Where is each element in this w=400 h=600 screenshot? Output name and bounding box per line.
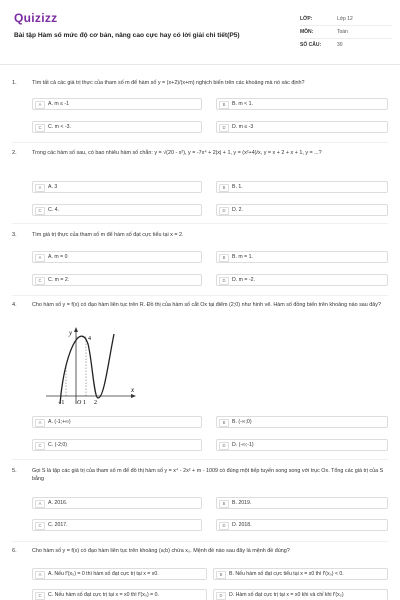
option-letter: C	[35, 277, 45, 285]
option-letter: A	[35, 571, 45, 579]
option-text: C. (-2;0)	[48, 442, 68, 448]
option-letter: A	[35, 101, 45, 109]
question-2	[12, 150, 388, 220]
question-text: Trong các hàm số sau, có bao nhiêu hàm số chẵn: y = √(20 - x²), y = -7x⁴ + 2|x| + 1, y = (x²+4)/x, y = x + 2 + x + 1, y = ...?	[32, 150, 322, 156]
question-text: Tìm giá trị thực của tham số m để hàm số đạt cực tiểu tại x = 2.	[32, 232, 184, 238]
meta-value: Lớp 12	[337, 16, 353, 22]
meta-value: 30	[337, 42, 343, 48]
option-d[interactable]	[216, 519, 388, 531]
option-text: D. m ≤ -3	[232, 124, 254, 130]
option-letter: B	[219, 254, 229, 262]
option-text: B. 2019.	[232, 500, 252, 506]
option-letter: D	[219, 124, 229, 132]
option-letter: B	[216, 571, 226, 579]
option-text: C. Nếu hàm số đạt cực trị tại x = x0 thì f'(x₀) = 0.	[48, 592, 159, 598]
option-text: B. m < 1.	[232, 101, 253, 107]
option-a[interactable]	[32, 497, 202, 509]
question-number: 3.	[12, 232, 17, 238]
option-c[interactable]	[32, 274, 202, 286]
option-letter: C	[35, 592, 45, 600]
option-letter: B	[219, 419, 229, 427]
option-text: A. 2016.	[48, 500, 68, 506]
option-b[interactable]	[216, 98, 388, 110]
option-d[interactable]	[216, 204, 388, 216]
option-letter: D	[216, 592, 226, 600]
divider	[12, 223, 388, 224]
option-b[interactable]	[216, 497, 388, 509]
option-c[interactable]	[32, 589, 207, 600]
function-graph	[42, 324, 142, 406]
option-b[interactable]	[216, 416, 388, 428]
question-1	[12, 80, 388, 140]
option-text: D. Hàm số đạt cực trị tại x = x0 khi và chỉ khi f'(x₀)	[229, 592, 344, 598]
meta-row-class	[300, 13, 392, 26]
question-text: Gọi S là tập các giá trị của tham số m để đồ thị hàm số y = x⁴ - 2x² + m - 1009 có đúng một tiếp tuyến song song với trục Ox. Tổng các giá trị của S bằng	[32, 468, 384, 482]
meta-label: LỚP:	[300, 16, 313, 22]
option-c[interactable]	[32, 204, 202, 216]
divider	[12, 541, 388, 542]
meta-row-subject	[300, 26, 392, 39]
option-c[interactable]	[32, 519, 202, 531]
option-d[interactable]	[213, 589, 388, 600]
option-letter: A	[35, 254, 45, 262]
option-letter: A	[35, 419, 45, 427]
meta-row-count	[300, 39, 392, 51]
option-text: B. Nếu hàm số đạt cực tiểu tại x = x0 thì f'(x₀) < 0.	[229, 571, 344, 577]
option-letter: C	[35, 124, 45, 132]
question-text: Cho hàm số y = f(x) có đạo hàm liên tục trên R. Đồ thị của hàm số cắt Ox tại điểm (2;0) như hình vẽ. Hàm số đồng biến trên khoảng nào sau đây?	[32, 302, 381, 308]
option-a[interactable]	[32, 181, 202, 193]
option-text: A. (-1;+∞)	[48, 419, 71, 425]
document-header	[0, 0, 400, 65]
question-4	[12, 302, 388, 457]
option-c[interactable]	[32, 439, 202, 451]
question-number: 5.	[12, 468, 17, 474]
meta-value: Toán	[337, 29, 348, 35]
option-letter: C	[35, 207, 45, 215]
option-text: C. 2017.	[48, 522, 68, 528]
divider	[12, 459, 388, 460]
option-b[interactable]	[216, 251, 388, 263]
option-d[interactable]	[216, 121, 388, 133]
y-tick-label: 4	[88, 336, 91, 342]
divider	[12, 142, 388, 143]
option-d[interactable]	[216, 274, 388, 286]
question-5	[12, 468, 388, 538]
x-tick-label: −1	[58, 400, 65, 406]
option-letter: D	[219, 207, 229, 215]
option-a[interactable]	[32, 416, 202, 428]
x-axis-label: x	[131, 386, 135, 394]
option-text: A. 3	[48, 184, 58, 190]
meta-label: SỐ CÂU:	[300, 42, 322, 48]
question-number: 2.	[12, 150, 17, 156]
option-text: C. m = 2.	[48, 277, 70, 283]
x-tick-label: 1	[83, 400, 86, 406]
option-text: B. (-∞;0)	[232, 419, 252, 425]
x-axis-arrow	[131, 394, 136, 398]
option-text: C. 4.	[48, 207, 59, 213]
quizizz-logo: Quizizz	[14, 11, 58, 25]
option-letter: B	[219, 101, 229, 109]
option-a[interactable]	[32, 251, 202, 263]
option-text: B. m = 1.	[232, 254, 253, 260]
option-text: D. (-∞;-1)	[232, 442, 254, 448]
x-tick-label: 2	[94, 400, 97, 406]
y-axis-label: y	[69, 329, 73, 337]
option-text: A. m = 0	[48, 254, 68, 260]
option-text: D. 2018.	[232, 522, 252, 528]
option-letter: C	[35, 522, 45, 530]
option-b[interactable]	[213, 568, 388, 580]
option-letter: D	[219, 442, 229, 450]
option-letter: A	[35, 184, 45, 192]
option-letter: A	[35, 500, 45, 508]
question-number: 1.	[12, 80, 17, 86]
option-text: C. m < -3.	[48, 124, 71, 130]
option-letter: D	[219, 522, 229, 530]
option-text: B. 1.	[232, 184, 243, 190]
question-number: 6.	[12, 548, 17, 554]
option-text: A. m ≤ -1	[48, 101, 70, 107]
option-text: A. Nếu f'(x₀) = 0 thì hàm số đạt cực trị tại x = x0.	[48, 571, 159, 577]
function-curve	[60, 334, 114, 404]
question-text: Tìm tất cả các giá trị thực của tham số m để hàm số y = (x+2)/(x+m) nghịch biến trên các khoảng mà nó xác định?	[32, 80, 305, 86]
question-text: Cho hàm số y = f(x) có đạo hàm liên tục trên khoảng (a;b) chứa x₀. Mệnh đề nào sau đây là mệnh đề đúng?	[32, 548, 290, 554]
option-letter: B	[219, 500, 229, 508]
option-letter: B	[219, 184, 229, 192]
meta-label: MÔN:	[300, 29, 314, 35]
option-text: D. m = -2.	[232, 277, 255, 283]
option-text: D. 2.	[232, 207, 243, 213]
option-c[interactable]	[32, 121, 202, 133]
option-letter: C	[35, 442, 45, 450]
origin-label: O	[77, 400, 82, 406]
divider	[12, 295, 388, 296]
option-b[interactable]	[216, 181, 388, 193]
option-letter: D	[219, 277, 229, 285]
option-a[interactable]	[32, 568, 207, 580]
y-axis-arrow	[74, 327, 78, 332]
document-title: Bài tập Hàm số mức độ cơ bản, nâng cao cực hay có lời giải chi tiết(P5)	[14, 32, 240, 39]
question-6	[12, 548, 388, 600]
meta-box	[300, 13, 392, 51]
option-a[interactable]	[32, 98, 202, 110]
question-number: 4.	[12, 302, 17, 308]
question-3	[12, 232, 388, 292]
option-d[interactable]	[216, 439, 388, 451]
